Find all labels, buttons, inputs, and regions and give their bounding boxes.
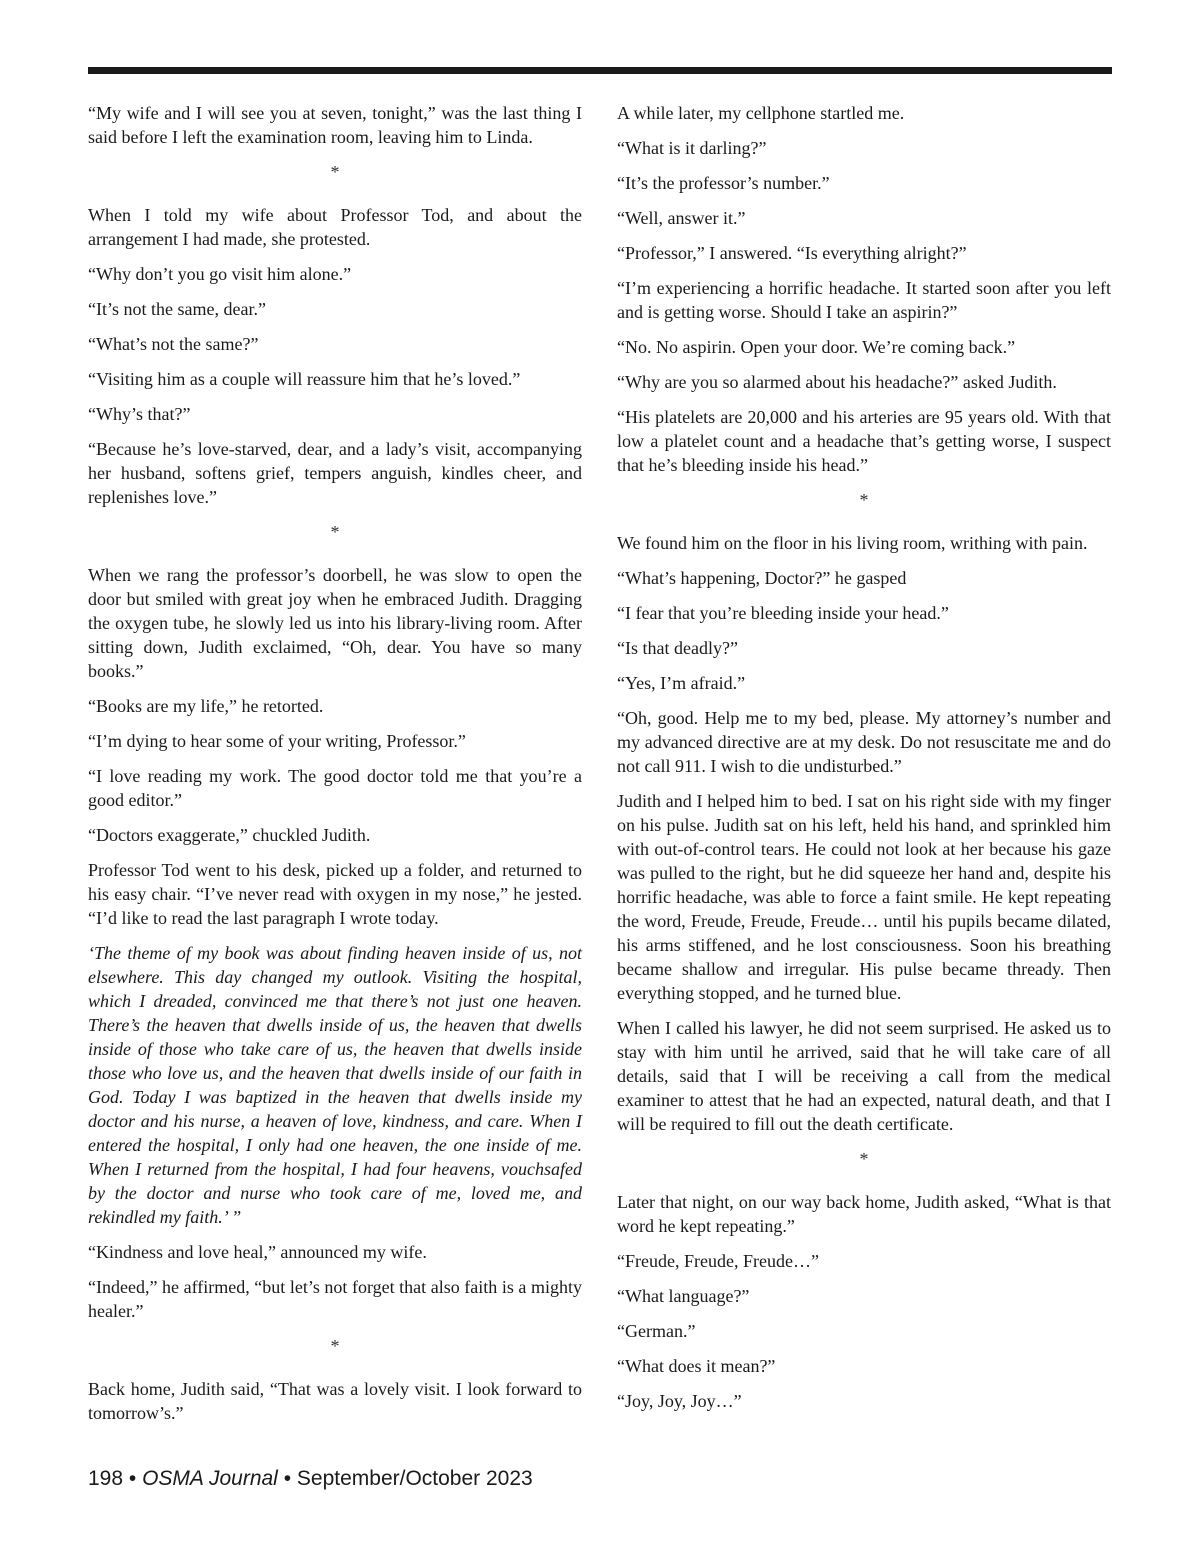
paragraph: “Why are you so alarmed about his headache?” asked Judith. (617, 372, 1057, 392)
right-column (617, 101, 1111, 1424)
left-column (88, 101, 582, 1436)
paragraph: Judith and I helped him to bed. I sat on his right side with my finger on his pulse. Judith sat on his left, held his hand, and sprinkled him with out-of-control tears. He could not look at her because his gaze was pulled to the right, but he did squeeze her hand and, despite his horrific headache, was able to force a faint smile. He kept repeating the word, Freude, Freude, Freude… until his pupils became dilated, his arms stiffened, and he lost consciousness. Soon his breathing became shallow and irregular. His pulse became thready. Then everything stopped, and he turned blue. (617, 791, 1111, 1003)
paragraph: “What does it mean?” (617, 1356, 776, 1376)
paragraph: “Joy, Joy, Joy…” (617, 1391, 742, 1411)
paragraph: “German.” (617, 1321, 696, 1341)
paragraph: “Doctors exaggerate,” chuckled Judith. (88, 825, 371, 845)
page-number: 198 • (88, 1467, 137, 1490)
paragraph: “It’s not the same, dear.” (88, 299, 266, 319)
paragraph: “Oh, good. Help me to my bed, please. My attorney’s number and my advanced directive are at my desk. Do not resuscitate me and do not call 911. I wish to die undisturbed.” (617, 708, 1111, 776)
paragraph: “Why don’t you go visit him alone.” (88, 264, 352, 284)
paragraph: “Yes, I’m afraid.” (617, 673, 746, 693)
paragraph: “Professor,” I answered. “Is everything alright?” (617, 243, 967, 263)
issue-date: • September/October 2023 (283, 1467, 533, 1490)
paragraph: “I’m dying to hear some of your writing, Professor.” (88, 731, 466, 751)
paragraph: “What’s not the same?” (88, 334, 259, 354)
section-separator: * (330, 522, 340, 542)
paragraph: “I fear that you’re bleeding inside your head.” (617, 603, 949, 623)
paragraph: “Kindness and love heal,” announced my wife. (88, 1242, 427, 1262)
paragraph: Back home, Judith said, “That was a lovely visit. I look forward to tomorrow’s.” (88, 1379, 582, 1423)
paragraph: “Why’s that?” (88, 404, 191, 424)
quoted-passage: ‘The theme of my book was about finding heaven inside of us, not elsewhere. This day changed my outlook. Visiting the hospital, which I dreaded, convinced me that there’s not just one heaven. There’s the heaven that dwells inside of us, the heaven that dwells inside of those who take care of us, the heaven that dwells inside those who love us, and the heaven that dwells inside of our faith in God. Today I was baptized in the heaven that dwells inside my doctor and his nurse, a heaven of love, kindness, and care. When I entered the hospital, I only had one heaven, the one inside of me. When I returned from the hospital, I had four heavens, vouchsafed by the doctor and nurse who took care of me, loved me, and rekindled my faith.’ ” (88, 943, 582, 1227)
paragraph: “What is it darling?” (617, 138, 767, 158)
paragraph: We found him on the floor in his living room, writhing with pain. (617, 533, 1088, 553)
paragraph: When I told my wife about Professor Tod, and about the arrangement I had made, she protested. (88, 205, 582, 249)
paragraph: “His platelets are 20,000 and his arteries are 95 years old. With that low a platelet count and a headache that’s getting worse, I suspect that he’s bleeding inside his head.” (617, 407, 1111, 475)
paragraph: “No. No aspirin. Open your door. We’re coming back.” (617, 337, 1016, 357)
paragraph: “Visiting him as a couple will reassure him that he’s loved.” (88, 369, 521, 389)
section-separator: * (859, 490, 869, 510)
page-footer (88, 1466, 533, 1492)
paragraph: When we rang the professor’s doorbell, he was slow to open the door but smiled with great joy when he embraced Judith. Dragging the oxygen tube, he slowly led us into his library-living room. After sitting down, Judith exclaimed, “Oh, dear. You have so many books.” (88, 565, 582, 681)
paragraph: “My wife and I will see you at seven, tonight,” was the last thing I said before I left the examination room, leaving him to Linda. (88, 103, 582, 147)
section-separator: * (859, 1149, 869, 1169)
section-separator: * (330, 162, 340, 182)
paragraph: “I love reading my work. The good doctor told me that you’re a good editor.” (88, 766, 582, 810)
paragraph: “Freude, Freude, Freude…” (617, 1251, 819, 1271)
section-separator: * (330, 1336, 340, 1356)
paragraph: “Is that deadly?” (617, 638, 738, 658)
top-rule (88, 67, 1112, 74)
paragraph: “Indeed,” he affirmed, “but let’s not forget that also faith is a mighty healer.” (88, 1277, 582, 1321)
journal-name: OSMA Journal (142, 1467, 278, 1490)
paragraph: “Well, answer it.” (617, 208, 746, 228)
paragraph: “I’m experiencing a horrific headache. It started soon after you left and is getting worse. Should I take an aspirin?” (617, 278, 1111, 322)
paragraph: When I called his lawyer, he did not seem surprised. He asked us to stay with him until he arrived, said that he will take care of all details, said that I will be receiving a call from the medical examiner to attest that he had an expected, natural death, and that I will be required to fill out the death certificate. (617, 1018, 1111, 1134)
paragraph: Later that night, on our way back home, Judith asked, “What is that word he kept repeating.” (617, 1192, 1111, 1236)
paragraph: “It’s the professor’s number.” (617, 173, 830, 193)
paragraph: Professor Tod went to his desk, picked up a folder, and returned to his easy chair. “I’ve never read with oxygen in my nose,” he jested. “I’d like to read the last paragraph I wrote today. (88, 860, 582, 928)
paragraph: “What’s happening, Doctor?” he gasped (617, 568, 907, 588)
paragraph: A while later, my cellphone startled me. (617, 103, 905, 123)
paragraph: “Because he’s love-starved, dear, and a lady’s visit, accompanying her husband, softens grief, tempers anguish, kindles cheer, and replenishes love.” (88, 439, 582, 507)
paragraph: “What language?” (617, 1286, 750, 1306)
paragraph: “Books are my life,” he retorted. (88, 696, 324, 716)
